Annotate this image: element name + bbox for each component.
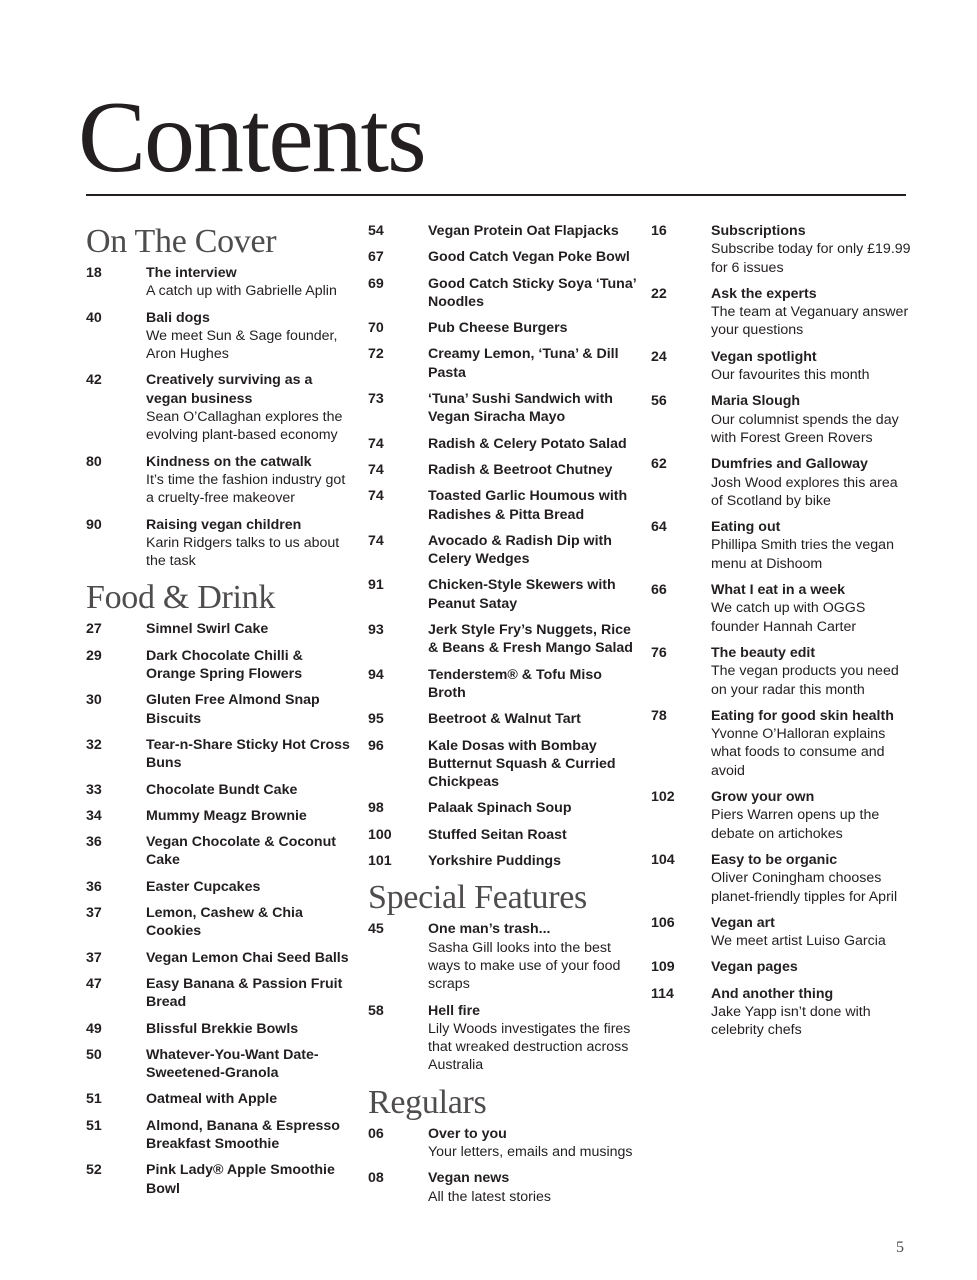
entry-title: Grow your own [711, 789, 815, 806]
entry-page-number: 73 [368, 391, 384, 408]
entry-title: Vegan Protein Oat Flapjacks [428, 223, 619, 239]
entry-text [711, 958, 913, 976]
entry-page-number: 98 [368, 800, 384, 817]
entry-text [428, 248, 638, 266]
contents-entry [368, 826, 638, 844]
entry-page-number: 69 [368, 275, 384, 292]
entry-title: Dark Chocolate Chilli & Orange Spring Flowers [146, 647, 303, 683]
entry-title: Stuffed Seitan Roast [428, 826, 567, 843]
entry-page-number: 102 [651, 789, 675, 806]
section-heading-special-features: Special Features [368, 879, 587, 917]
entry-description: Piers Warren opens up the debate on artichokes [711, 807, 880, 842]
entry-description: The vegan products you need on your radar this month [711, 663, 899, 698]
entry-title: Eating for good skin health [711, 707, 894, 724]
entry-title: Vegan spotlight [711, 348, 817, 365]
entry-title: Yorkshire Puddings [428, 853, 561, 870]
entry-title: Creamy Lemon, ‘Tuna’ & Dill Pasta [428, 346, 619, 381]
section-heading-on-the-cover: On The Cover [86, 223, 277, 260]
contents-entry [86, 264, 356, 301]
entry-title: Pub Cheese Burgers [428, 320, 568, 337]
entry-title: Vegan Lemon Chai Seed Balls [146, 949, 349, 966]
contents-entry [368, 248, 638, 266]
contents-entry [368, 222, 638, 240]
contents-entry [651, 985, 913, 1040]
entry-description: Jake Yapp isn’t done with celebrity chefs [711, 1003, 871, 1039]
contents-entry [368, 532, 638, 569]
contents-entry [86, 949, 356, 967]
contents-entry [368, 461, 638, 479]
entry-text [146, 453, 356, 508]
entry-title: Easy Banana & Passion Fruit Bread [146, 975, 343, 1011]
entry-page-number: 94 [368, 666, 384, 683]
entry-page-number: 70 [368, 320, 384, 337]
entry-text [711, 788, 913, 843]
entry-title: Raising vegan children [146, 516, 302, 533]
contents-entry [651, 348, 913, 385]
contents-entry [651, 644, 913, 699]
contents-column-3 [651, 222, 913, 1048]
entry-title: Tear-n-Share Sticky Hot Cross Buns [146, 736, 350, 772]
entry-page-number: 52 [86, 1162, 102, 1179]
entry-text [428, 621, 638, 658]
entry-page-number: 56 [651, 393, 667, 410]
contents-entry [368, 390, 638, 427]
entry-title: Tenderstem® & Tofu Miso Broth [428, 666, 602, 701]
entry-page-number: 64 [651, 519, 667, 536]
contents-entry [86, 1046, 356, 1083]
entry-page-number: 36 [86, 878, 102, 895]
entry-title: Chicken-Style Skewers with Peanut Satay [428, 577, 616, 612]
contents-entry [86, 1020, 356, 1038]
entry-title: Toasted Garlic Houmous with Radishes & Pitta Bread [428, 488, 628, 523]
entry-page-number: 101 [368, 853, 392, 870]
entry-title: Chocolate Bundt Cake [146, 781, 298, 798]
entry-page-number: 90 [86, 516, 102, 533]
entry-title: Ask the experts [711, 285, 817, 302]
entry-text [711, 914, 913, 951]
regulars-list-continued [651, 222, 913, 1040]
contents-entry [651, 707, 913, 780]
entry-description: Our favourites this month [711, 367, 870, 384]
entry-text [428, 435, 638, 453]
entry-text [146, 807, 356, 825]
entry-page-number: 74 [368, 488, 384, 505]
entry-page-number: 51 [86, 1117, 102, 1134]
entry-page-number: 22 [651, 285, 667, 302]
entry-text [711, 581, 913, 636]
entry-page-number: 50 [86, 1046, 102, 1063]
entry-page-number: 100 [368, 826, 392, 843]
entry-text [428, 275, 638, 312]
entry-page-number: 37 [86, 949, 102, 966]
entry-text [146, 904, 356, 941]
contents-entry [368, 1002, 638, 1075]
entry-description: Sasha Gill looks into the best ways to make use of your food scraps [428, 939, 621, 993]
entry-text [146, 1090, 356, 1108]
entry-title: Dumfries and Galloway [711, 456, 868, 473]
contents-entry [86, 975, 356, 1012]
entry-title: Good Catch Vegan Poke Bowl [428, 249, 630, 266]
entry-text [146, 781, 356, 799]
entry-page-number: 16 [651, 223, 667, 239]
entry-page-number: 51 [86, 1091, 102, 1108]
entry-text [428, 852, 638, 870]
entry-title: Whatever-You-Want Date-Sweetened-Granola [146, 1046, 319, 1082]
entry-title: Mummy Meagz Brownie [146, 807, 307, 824]
entry-description: It’s time the fashion industry got a cruelty-free makeover [146, 471, 346, 507]
entry-text [428, 826, 638, 844]
entry-text [146, 647, 356, 684]
entry-title: Eating out [711, 519, 781, 536]
page-title: Contents [78, 81, 425, 194]
entry-page-number: 08 [368, 1170, 384, 1187]
entry-text [711, 851, 913, 906]
entry-text [428, 345, 638, 382]
entry-title: Vegan Chocolate & Coconut Cake [146, 834, 336, 869]
entry-title: Vegan art [711, 914, 775, 931]
entry-text [146, 691, 356, 728]
entry-page-number: 62 [651, 456, 667, 473]
entry-text [711, 392, 913, 447]
contents-entry [368, 666, 638, 703]
contents-entry [86, 620, 356, 638]
entry-text [428, 222, 638, 240]
entry-description: We meet artist Luiso Garcia [711, 933, 886, 950]
entry-page-number: 66 [651, 582, 667, 599]
entry-title: Easy to be organic [711, 851, 838, 868]
entry-page-number: 58 [368, 1002, 384, 1019]
contents-entry [86, 371, 356, 444]
contents-column-1 [86, 222, 356, 1206]
entry-title: The beauty edit [711, 644, 816, 661]
contents-entry [86, 647, 356, 684]
entry-text [711, 707, 913, 780]
entry-text [711, 644, 913, 699]
entry-title: What I eat in a week [711, 582, 846, 599]
contents-entry [651, 958, 913, 976]
entry-text [146, 620, 356, 638]
entry-page-number: 74 [368, 435, 384, 452]
entry-page-number: 18 [86, 265, 102, 281]
entry-title: Good Catch Sticky Soya ‘Tuna’ Noodles [428, 275, 636, 310]
contents-entry [651, 392, 913, 447]
entry-text [428, 666, 638, 703]
entry-text [428, 737, 638, 792]
entry-text [428, 920, 638, 993]
entry-text [146, 1161, 356, 1198]
entry-text [428, 576, 638, 613]
on-the-cover-list [86, 264, 356, 570]
entry-page-number: 72 [368, 346, 384, 363]
entry-page-number: 27 [86, 621, 102, 638]
contents-entry [86, 781, 356, 799]
entry-text [428, 461, 638, 479]
entry-title: Vegan news [428, 1170, 510, 1187]
entry-title: Blissful Brekkie Bowls [146, 1020, 299, 1037]
special-features-list [368, 920, 638, 1074]
contents-entry [368, 920, 638, 993]
entry-text [146, 371, 356, 444]
entry-description: All the latest stories [428, 1188, 552, 1205]
entry-page-number: 78 [651, 707, 667, 724]
contents-entry [86, 807, 356, 825]
entry-page-number: 37 [86, 905, 102, 922]
entry-page-number: 29 [86, 647, 102, 664]
entry-title: Radish & Celery Potato Salad [428, 435, 627, 452]
entry-page-number: 114 [651, 985, 674, 1002]
entry-description: Your letters, emails and musings [428, 1143, 633, 1160]
entry-page-number: 24 [651, 348, 667, 365]
entry-title: Easter Cupcakes [146, 878, 261, 895]
entry-text [428, 1169, 638, 1206]
entry-page-number: 36 [86, 834, 102, 851]
entry-page-number: 34 [86, 807, 102, 824]
entry-text [711, 222, 913, 277]
entry-page-number: 80 [86, 453, 102, 470]
entry-title: Hell fire [428, 1002, 481, 1019]
entry-page-number: 106 [651, 914, 675, 931]
contents-entry [651, 222, 913, 277]
title-rule [86, 194, 906, 196]
entry-description: The team at Veganuary answer your questions [711, 304, 909, 339]
contents-entry [651, 851, 913, 906]
entry-text [428, 319, 638, 337]
entry-title: Oatmeal with Apple [146, 1091, 278, 1108]
food-drink-list-continued [368, 222, 638, 870]
contents-entry [368, 319, 638, 337]
contents-entry [368, 1169, 638, 1206]
contents-entry [86, 309, 356, 364]
entry-page-number: 104 [651, 851, 675, 868]
entry-text [146, 833, 356, 870]
entry-text [711, 455, 913, 510]
page-number: 5 [896, 1239, 904, 1256]
entry-title: Beetroot & Walnut Tart [428, 711, 581, 728]
entry-title: And another thing [711, 985, 834, 1002]
entry-text [428, 487, 638, 524]
entry-text [711, 518, 913, 573]
entry-page-number: 93 [368, 622, 384, 639]
entry-page-number: 06 [368, 1125, 384, 1142]
entry-page-number: 96 [368, 737, 384, 754]
entry-page-number: 74 [368, 532, 384, 549]
entry-page-number: 95 [368, 711, 384, 728]
entry-page-number: 76 [651, 644, 667, 661]
contents-entry [368, 852, 638, 870]
entry-title: Palaak Spinach Soup [428, 800, 572, 817]
entry-text [146, 516, 356, 571]
contents-entry [86, 833, 356, 870]
entry-description: Phillipa Smith tries the vegan menu at Dishoom [711, 537, 894, 572]
contents-entry [651, 455, 913, 510]
entry-title: Subscriptions [711, 223, 806, 239]
contents-entry [86, 1161, 356, 1198]
entry-text [146, 1046, 356, 1083]
entry-text [428, 532, 638, 569]
contents-entry [368, 275, 638, 312]
entry-title: Over to you [428, 1125, 507, 1142]
entry-page-number: 109 [651, 959, 675, 976]
food-drink-list [86, 620, 356, 1197]
entry-text [428, 799, 638, 817]
entry-text [711, 285, 913, 340]
entry-text [428, 1125, 638, 1162]
entry-text [428, 1002, 638, 1075]
entry-description: Yvonne O’Halloran explains what foods to consume and avoid [711, 726, 886, 779]
entry-title: Pink Lady® Apple Smoothie Bowl [146, 1162, 335, 1197]
entry-page-number: 32 [86, 736, 102, 753]
contents-entry [368, 487, 638, 524]
entry-title: Vegan pages [711, 959, 798, 976]
entry-title: Kale Dosas with Bombay Butternut Squash & Curried Chickpeas [428, 737, 616, 791]
entry-description: We catch up with OGGS founder Hannah Carter [711, 600, 866, 635]
entry-title: Jerk Style Fry’s Nuggets, Rice & Beans & Fresh Mango Salad [428, 622, 633, 657]
entry-description: Lily Woods investigates the fires that wreaked destruction across Australia [428, 1020, 631, 1074]
entry-description: A catch up with Gabrielle Aplin [146, 283, 337, 300]
entry-description: Karin Ridgers talks to us about the task [146, 534, 340, 570]
entry-title: The interview [146, 265, 237, 281]
entry-page-number: 30 [86, 692, 102, 709]
entry-text [428, 710, 638, 728]
entry-description: We meet Sun & Sage founder, Aron Hughes [146, 327, 338, 363]
contents-entry [651, 788, 913, 843]
entry-title: Creatively surviving as a vegan business [146, 372, 313, 407]
contents-entry [86, 691, 356, 728]
entry-text [146, 975, 356, 1012]
entry-title: Bali dogs [146, 309, 210, 326]
entry-text [146, 878, 356, 896]
entry-title: Almond, Banana & Espresso Breakfast Smoothie [146, 1117, 340, 1152]
contents-entry [86, 1117, 356, 1154]
contents-entry [651, 914, 913, 951]
contents-entry [86, 516, 356, 571]
entry-page-number: 91 [368, 577, 384, 594]
entry-page-number: 67 [368, 249, 384, 266]
entry-text [146, 309, 356, 364]
contents-column-2 [368, 222, 638, 1214]
section-heading-food-drink: Food & Drink [86, 579, 276, 617]
contents-entry [86, 736, 356, 773]
entry-title: ‘Tuna’ Sushi Sandwich with Vegan Siracha Mayo [428, 391, 613, 426]
entry-text [711, 348, 913, 385]
entry-page-number: 49 [86, 1020, 102, 1037]
entry-title: Maria Slough [711, 393, 801, 410]
contents-entry [651, 518, 913, 573]
entry-page-number: 42 [86, 372, 102, 389]
contents-entry [368, 710, 638, 728]
entry-title: One man’s trash... [428, 921, 551, 938]
contents-entry [86, 1090, 356, 1108]
entry-title: Gluten Free Almond Snap Biscuits [146, 692, 320, 727]
entry-text [146, 1020, 356, 1038]
entry-title: Radish & Beetroot Chutney [428, 461, 613, 478]
entry-title: Lemon, Cashew & Chia Cookies [146, 905, 303, 940]
contents-entry [368, 576, 638, 613]
entry-page-number: 54 [368, 223, 384, 239]
contents-entry [368, 345, 638, 382]
entry-text [711, 985, 913, 1040]
contents-entry [651, 285, 913, 340]
section-heading-regulars: Regulars [368, 1083, 487, 1121]
entry-description: Subscribe today for only £19.99 for 6 issues [711, 241, 911, 276]
entry-text [146, 1117, 356, 1154]
entry-page-number: 45 [368, 921, 384, 938]
contents-entry [368, 737, 638, 792]
entry-description: Our columnist spends the day with Forest Green Rovers [711, 411, 899, 446]
entry-description: Oliver Coningham chooses planet-friendly tipples for April [711, 870, 898, 905]
contents-entry [368, 1125, 638, 1162]
entry-page-number: 47 [86, 975, 102, 992]
contents-entry [368, 621, 638, 658]
entry-description: Sean O’Callaghan explores the evolving plant-based economy [146, 409, 343, 444]
entry-text [428, 390, 638, 427]
contents-entry [86, 453, 356, 508]
contents-entry [651, 581, 913, 636]
entry-title: Kindness on the catwalk [146, 453, 312, 470]
contents-entry [368, 435, 638, 453]
entry-description: Josh Wood explores this area of Scotland by bike [711, 474, 898, 509]
regulars-list [368, 1125, 638, 1206]
entry-title: Simnel Swirl Cake [146, 621, 269, 638]
entry-page-number: 74 [368, 461, 384, 478]
entry-page-number: 33 [86, 781, 102, 798]
entry-text [146, 736, 356, 773]
entry-text [146, 264, 356, 301]
contents-entry [86, 904, 356, 941]
entry-text [146, 949, 356, 967]
entry-page-number: 40 [86, 309, 102, 326]
contents-entry [86, 878, 356, 896]
contents-entry [368, 799, 638, 817]
entry-title: Avocado & Radish Dip with Celery Wedges [428, 532, 612, 568]
